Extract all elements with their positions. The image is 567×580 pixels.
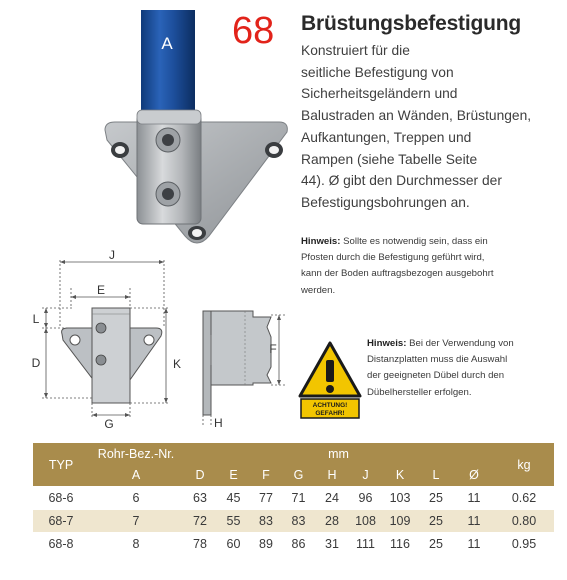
exclamation-icon [326,360,334,382]
hint-text: Pfosten durch die Befestigung geführt wird, [301,252,485,264]
subheader-h: H [327,468,337,482]
dim-label-g: G [104,417,114,431]
cell-diameter: 11 [454,533,494,556]
cell-j: 111 [349,533,382,556]
cell-j: 96 [349,487,382,510]
cell-l: 25 [418,487,454,510]
cell-e: 55 [217,510,250,533]
hint-note-2 [367,336,563,401]
front-dimension-drawing [30,248,190,433]
cell-l: 25 [418,533,454,556]
subheader-e: E [229,468,238,482]
table-row [33,487,554,510]
cell-a: 8 [89,533,183,556]
dim-label-k: K [172,357,182,371]
cell-e: 60 [217,533,250,556]
cell-g: 71 [282,487,315,510]
subheader-l: L [432,468,440,482]
hint-text: der geeigneten Dübel durch den [367,370,505,382]
description-line: Befestigungsbohrungen an. [301,194,470,210]
cell-h: 31 [315,533,349,556]
cell-a: 7 [89,510,183,533]
dim-label-f: F [269,342,277,356]
cell-kg: 0.80 [494,510,554,533]
cell-e: 45 [217,487,250,510]
description-line: Rampen (siehe Tabelle Seite [301,151,478,167]
hint-label: Hinweis: [301,236,341,247]
hint-text: kann der Boden auftragsbezogen ausgebohrt [301,268,494,280]
description-line: Balustraden an Wänden, Brüstungen, [301,108,532,124]
description-line: Sicherheitsgeländern und [301,86,458,102]
warning-text-2: GEFAHR! [315,410,345,417]
cell-diameter: 11 [454,510,494,533]
description-line: Konstruiert für die [301,43,410,58]
product-title: Brüstungsbefestigung [301,12,521,35]
cell-j: 108 [349,510,382,533]
subheader-a: A [131,468,141,482]
table-row [33,533,554,556]
warning-text-1: ACHTUNG! [312,402,348,409]
cell-kg: 0.62 [494,487,554,510]
description-line: 44). Ø gibt den Durchmesser der [301,173,502,189]
hint-text: Bei der Verwendung von [409,338,514,349]
dim-label-l: L [32,312,40,326]
warning-sign [297,340,363,420]
hint-text: Distanzplatten muss die Auswahl [367,354,508,366]
cell-g: 86 [282,533,315,556]
hint-text: werden. [301,284,336,296]
cell-k: 116 [382,533,418,556]
table-row [33,510,554,533]
dim-label-h: H [214,416,223,430]
cell-d: 72 [183,510,217,533]
photo-label: A [161,34,173,53]
col-header-typ: TYP [48,457,74,472]
cell-k: 109 [382,510,418,533]
cell-d: 63 [183,487,217,510]
spec-table [33,443,554,556]
cell-h: 28 [315,510,349,533]
cell-f: 83 [250,510,282,533]
subheader-j: J [362,468,369,482]
col-header-mm: mm [328,446,349,461]
hint-text: Sollte es notwendig sein, dass ein [343,236,488,247]
cell-l: 25 [418,510,454,533]
cell-kg: 0.95 [494,533,554,556]
hint-text: Dübelhersteller erfolgen. [367,386,472,398]
cell-typ: 68-7 [33,510,89,533]
cell-diameter: 11 [454,487,494,510]
cell-h: 24 [315,487,349,510]
cell-a: 6 [89,487,183,510]
subheader-diameter: Ø [469,468,479,482]
subheader-g: G [293,468,304,482]
hint-note-1 [301,234,563,299]
cell-typ: 68-8 [33,533,89,556]
side-dimension-drawing [185,295,290,435]
subheader-f: F [262,468,270,482]
cell-f: 89 [250,533,282,556]
hint-label: Hinweis: [367,338,407,349]
description-line: seitliche Befestigung von [301,64,454,80]
dim-label-j: J [109,248,115,262]
subheader-d: D [195,468,205,482]
col-header-kg: kg [517,457,531,472]
col-header-rohr: Rohr-Bez.-Nr. [97,446,175,461]
subheader-k: K [395,468,405,482]
cell-d: 78 [183,533,217,556]
product-description [301,40,566,214]
cell-g: 83 [282,510,315,533]
dim-label-d: D [31,356,41,370]
product-code: 68 [232,10,275,52]
cell-typ: 68-6 [33,487,89,510]
cell-f: 77 [250,487,282,510]
cell-k: 103 [382,487,418,510]
dim-label-e: E [96,283,106,297]
description-line: Aufkantungen, Treppen und [301,129,472,145]
